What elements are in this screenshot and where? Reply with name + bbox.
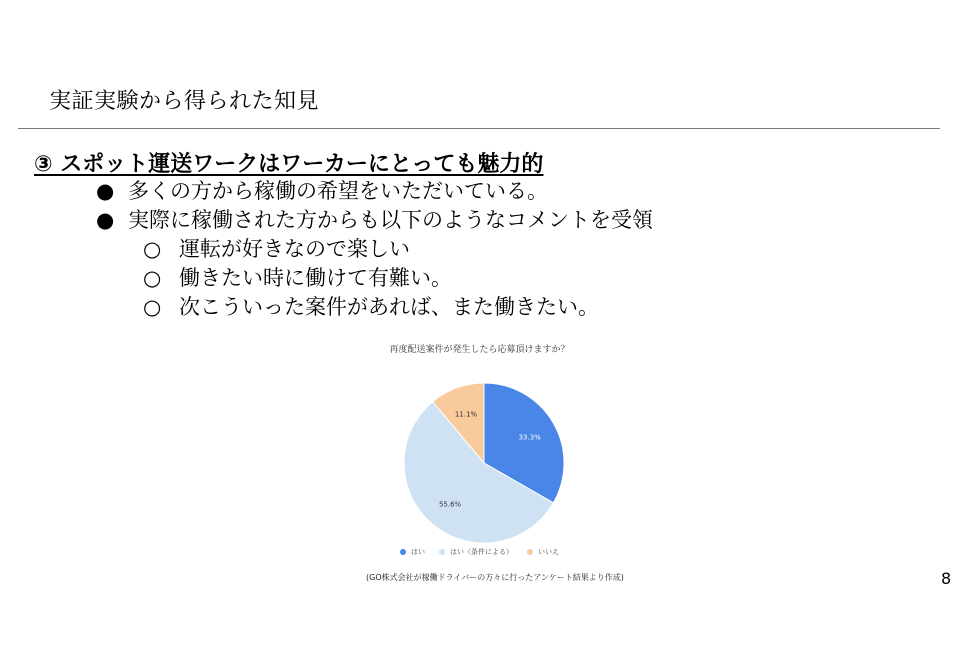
legend-swatch-1 [439,549,445,555]
legend-item-2 [527,547,559,557]
bullet-list [96,177,653,235]
circle-bullet-icon: ○ [143,266,162,290]
chart-title: 再度配送案件が発生したら応募頂けますか？ [389,345,570,355]
comment-text: 働きたい時に働けて有難い。 [179,266,452,290]
title-divider [18,128,940,129]
legend-label-0: はい [411,548,425,556]
bullet-icon: ● [96,179,115,203]
chart-legend [0,547,959,557]
comment-list [143,235,599,322]
bullet-icon: ● [96,208,115,232]
page-number: 8 [941,569,952,588]
section-heading: ③ スポット運送ワークはワーカーにとっても魅力的 [34,152,544,177]
bullet-item [96,206,653,235]
comment-item [143,235,599,264]
comment-item [143,293,599,322]
slide-title: 実証実験から得られた知見 [49,89,320,114]
legend-swatch-2 [527,549,533,555]
comment-text: 運転が好きなので楽しい [179,237,410,261]
comment-item [143,264,599,293]
legend-swatch-0 [400,549,406,555]
source-note: (GO株式会社が稼働ドライバーの方々に行ったアンケート結果より作成) [366,573,624,582]
comment-text: 次こういった案件があれば、また働きたい。 [179,295,599,319]
pie-label-2: 11.1% [454,410,478,419]
circle-bullet-icon: ○ [143,295,162,319]
circle-bullet-icon: ○ [143,237,162,261]
pie-label-0: 33.3% [518,433,541,442]
bullet-text: 多くの方から稼働の希望をいただいている。 [128,179,548,203]
legend-label-1: はい（条件による） [450,548,513,556]
pie-chart [399,378,569,548]
bullet-item [96,177,653,206]
pie-label-1: 55.6% [438,500,462,509]
bullet-text: 実際に稼働された方からも以下のようなコメントを受領 [128,208,653,232]
legend-item-1 [439,547,513,557]
legend-label-2: いいえ [538,548,559,556]
legend-item-0 [400,547,425,557]
